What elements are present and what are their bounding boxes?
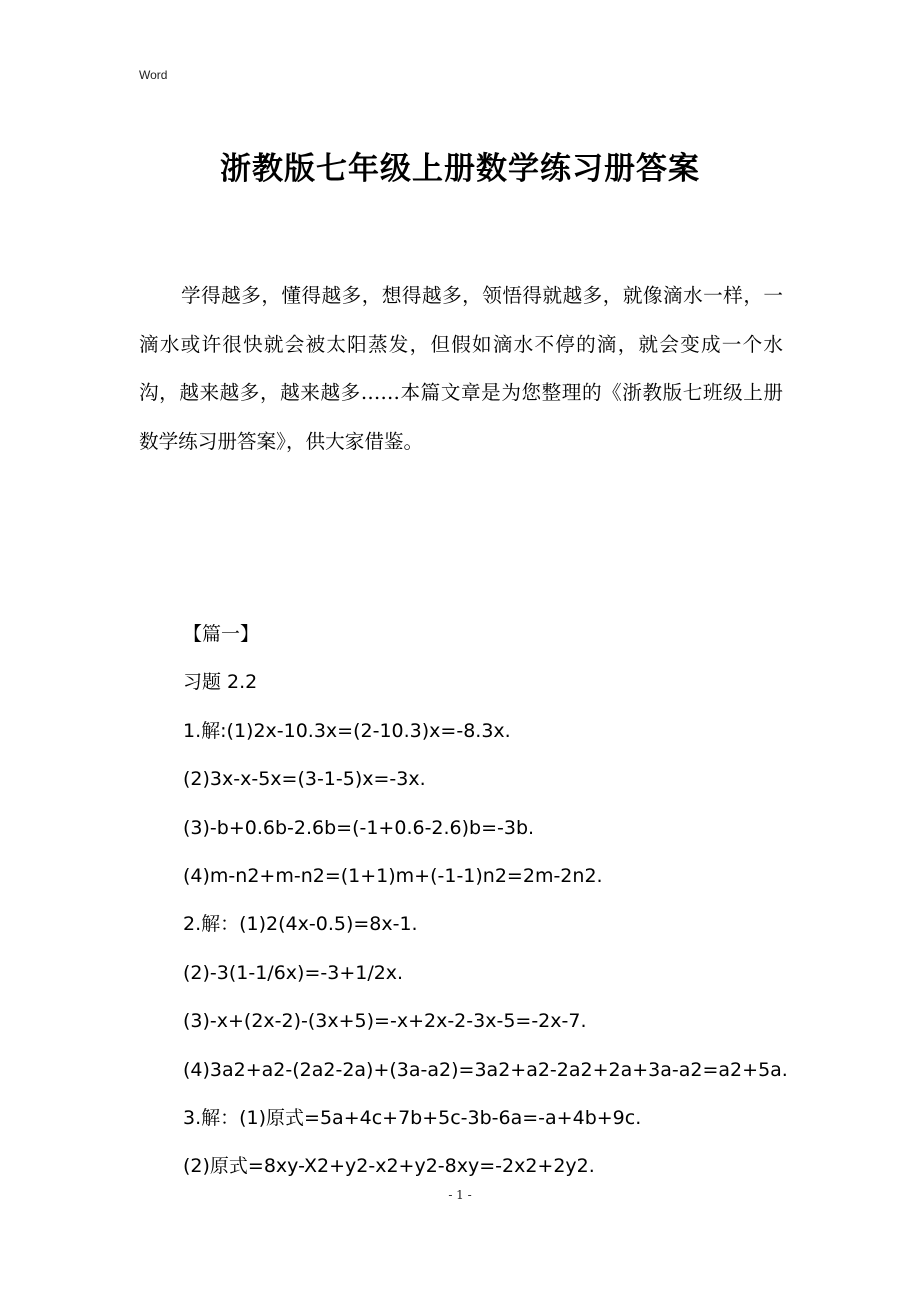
header-label: Word — [139, 68, 168, 82]
answer-line: (2)-3(1-1/6x)=-3+1/2x. — [183, 961, 404, 984]
answer-line: 2.解：(1)2(4x-0.5)=8x-1. — [183, 913, 418, 936]
answer-line: (3)-x+(2x-2)-(3x+5)=-x+2x-2-3x-5=-2x-7. — [183, 1010, 587, 1033]
intro-paragraph: 学得越多，懂得越多，想得越多，领悟得就越多，就像滴水一样，一滴水或许很快就会被太阳蒸发，但假如滴水不停的滴，就会变成一个水沟，越来越多，越来越多……本篇文章是为您整理的《浙教版七班级上册数学练习册答案》，供大家借鉴。 — [139, 284, 783, 454]
page-number: - 1 - — [448, 1188, 472, 1202]
answer-line: 1.解:(1)2x-10.3x=(2-10.3)x=-8.3x. — [183, 719, 511, 742]
answer-section — [183, 610, 788, 1191]
answer-line: 3.解：(1)原式=5a+4c+7b+5c-3b-6a=-a+4b+9c. — [183, 1106, 642, 1129]
section-heading: 【篇一】 — [183, 623, 260, 645]
answer-line: (4)m-n2+m-n2=(1+1)m+(-1-1)n2=2m-2n2. — [183, 864, 603, 887]
answer-line: (3)-b+0.6b-2.6b=(-1+0.6-2.6)b=-3b. — [183, 816, 535, 839]
answer-line: (4)3a2+a2-(2a2-2a)+(3a-a2)=3a2+a2-2a2+2a+3a-a2=a2+5a. — [183, 1058, 788, 1081]
exercise-title: 习题 2.2 — [183, 671, 258, 694]
answer-line: (2)原式=8xy-X2+y2-x2+y2-8xy=-2x2+2y2. — [183, 1155, 595, 1178]
answer-line: (2)3x-x-5x=(3-1-5)x=-3x. — [183, 768, 426, 791]
document-title: 浙教版七年级上册数学练习册答案 — [220, 151, 700, 187]
